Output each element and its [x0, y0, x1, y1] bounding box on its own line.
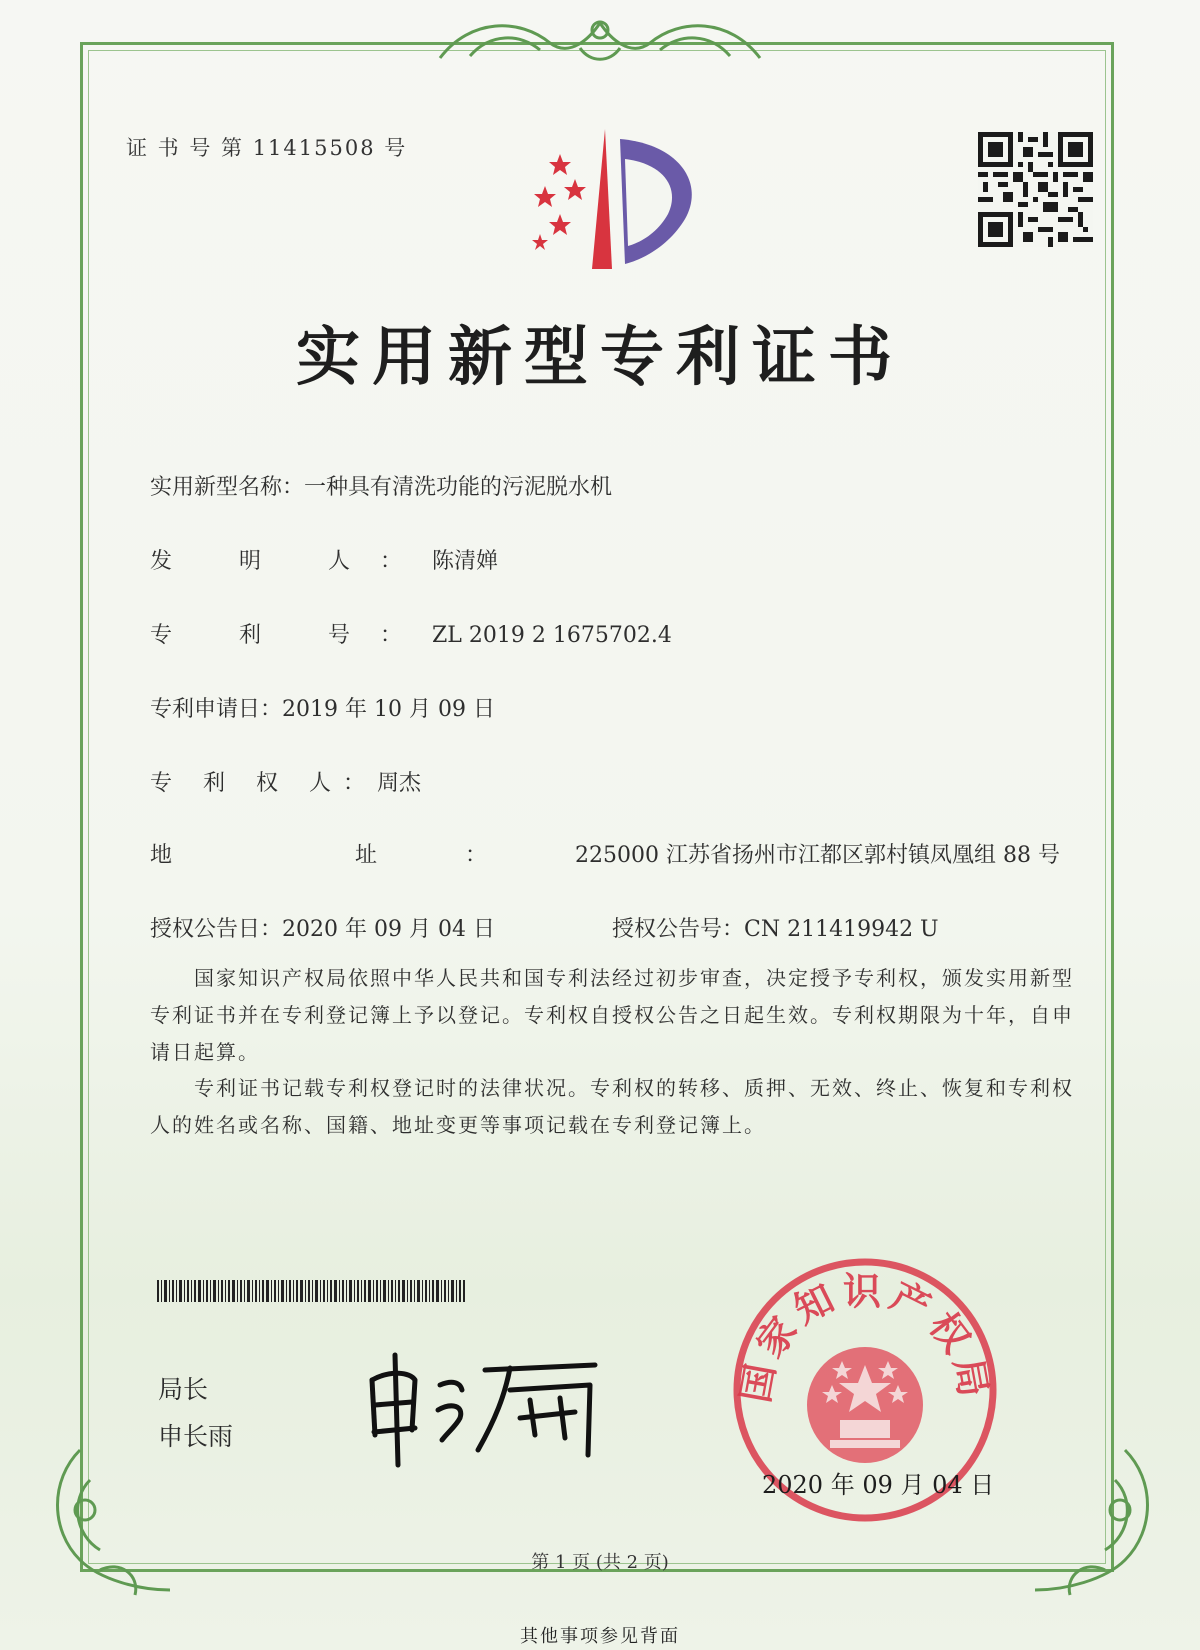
- bottom-right-ornament-icon: [1025, 1440, 1165, 1610]
- certificate-number: 证 书 号 第 11415508 号: [126, 136, 408, 160]
- filing-date-row: [150, 692, 495, 723]
- grant-date-value: 2020 年 09 月 04 日: [282, 917, 495, 942]
- inventor-label: 发 明 人：: [150, 549, 432, 574]
- address-value: 225000 江苏省扬州市江都区郭村镇凤凰组 88 号: [575, 843, 1060, 868]
- patentee-row: [150, 766, 421, 797]
- legal-status-paragraph: 专利证书记载专利权登记时的法律状况。专利权的转移、质押、无效、终止、恢复和专利权人的姓名或名称、国籍、地址变更等事项记载在专利登记簿上。: [150, 1076, 1074, 1137]
- patent-number-row: [150, 618, 672, 649]
- svg-text:国家知识产权局: 国家知识产权局: [733, 1269, 997, 1406]
- signature-icon: [360, 1340, 620, 1470]
- bottom-left-ornament-icon: [40, 1440, 180, 1610]
- seal-date: 2020 年 09 月 04 日: [762, 1471, 995, 1499]
- page-title: 实用新型专利证书: [296, 321, 904, 395]
- director-title: 局长: [158, 1375, 209, 1404]
- grant-number-row: [612, 912, 939, 943]
- patent-number-value: ZL 2019 2 1675702.4: [432, 623, 672, 648]
- barcode-icon: [157, 1280, 465, 1302]
- utility-model-name-label: 实用新型名称：: [150, 475, 305, 500]
- inventor-row: [150, 544, 498, 575]
- utility-model-name-value: 一种具有清洗功能的污泥脱水机: [304, 475, 613, 500]
- grant-number-value: CN 211419942 U: [744, 917, 939, 942]
- patentee-label: 专 利 权 人：: [150, 771, 377, 796]
- utility-model-name-row: [150, 470, 612, 501]
- patent-number-label: 专 利 号：: [150, 623, 432, 648]
- filing-date-value: 2019 年 10 月 09 日: [282, 697, 495, 722]
- grant-statement-paragraph: 国家知识产权局依照中华人民共和国专利法经过初步审查，决定授予专利权，颁发实用新型专利证书并在专利登记簿上予以登记。专利权自授权公告之日起生效。专利权期限为十年，自申请日起算。: [150, 966, 1074, 1064]
- footer-note: 其他事项参见背面: [520, 1626, 680, 1647]
- grant-date-row: [150, 912, 495, 943]
- filing-date-label: 专利申请日：: [150, 697, 283, 722]
- grant-date-label: 授权公告日：: [150, 917, 283, 942]
- inventor-value: 陈清婵: [432, 549, 499, 574]
- address-row: [150, 838, 1060, 869]
- qr-code-icon: [978, 132, 1093, 247]
- grant-number-label: 授权公告号：: [612, 917, 745, 942]
- top-ornament-icon: [430, 8, 770, 68]
- patentee-value: 周杰: [376, 771, 421, 796]
- patent-office-emblem-icon: [520, 124, 705, 274]
- address-label: 地 址：: [150, 843, 575, 868]
- page-number: 第 1 页 (共 2 页): [531, 1552, 669, 1573]
- director-name: 申长雨: [158, 1422, 234, 1451]
